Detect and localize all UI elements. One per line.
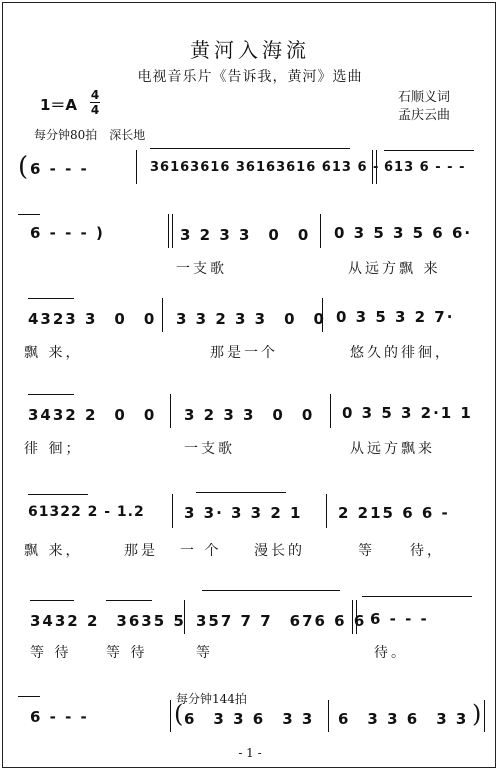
lyric: 飘 来，	[24, 543, 83, 559]
measure: 61322 2 - 1.2	[28, 504, 145, 520]
measure: 4323 3 0 0	[28, 310, 157, 328]
composer-credit: 孟庆云曲	[398, 108, 451, 123]
slur	[28, 494, 88, 495]
barline	[322, 298, 323, 332]
lyric: 待。	[374, 645, 408, 661]
lyric: 等 待	[30, 645, 72, 661]
barline	[330, 394, 331, 428]
time-signature-top: 4	[90, 88, 100, 102]
key-signature: 1＝A	[40, 96, 78, 114]
song-title: 黄河入海流	[190, 38, 310, 62]
slur-open: (	[18, 152, 29, 182]
barline	[168, 214, 169, 248]
barline	[320, 214, 321, 248]
slur	[28, 298, 74, 299]
measure: 3432 2 3635 5	[30, 612, 186, 630]
barline	[372, 150, 373, 184]
measure: 3 2 3 3 0 0	[180, 226, 311, 244]
barline	[184, 600, 185, 634]
lyricist-credit: 石顺义词	[398, 90, 451, 105]
lyric: 漫长的	[254, 543, 305, 559]
slur	[106, 600, 152, 601]
tie	[18, 214, 40, 215]
barline	[328, 700, 329, 732]
measure: 6 - - -	[370, 610, 429, 628]
measure: 3432 2 0 0	[28, 406, 157, 424]
paren-open: (	[174, 700, 184, 728]
measure: 36163616 36163616 6̇13 6 -	[150, 160, 380, 175]
barline	[170, 394, 171, 428]
measure: 3 3 2 3 3 0 0	[176, 310, 326, 328]
measure: 0 3 5 3 2·1 1	[342, 404, 473, 422]
slur	[202, 590, 340, 591]
lyric: 飘 来，	[24, 345, 83, 361]
measure: 3 3· 3 3 2 1	[184, 504, 303, 522]
barline	[162, 298, 163, 332]
tie	[18, 696, 40, 697]
barline	[170, 700, 171, 732]
measure: 6 - - -	[30, 708, 89, 726]
measure: 3 2 3 3 0 0	[184, 406, 315, 424]
lyric: 待，	[410, 543, 444, 559]
tie	[362, 596, 472, 597]
measure: 2 215 6 6 -	[338, 504, 450, 522]
barline	[352, 600, 353, 634]
slur	[150, 148, 350, 149]
measure: 357 7 7 676 6 6	[196, 612, 367, 630]
barline	[376, 150, 377, 184]
lyric: 一支歌	[184, 441, 235, 457]
measure: 6 - - -	[30, 160, 89, 178]
tempo-marking: 每分钟80拍 深长地	[34, 128, 146, 142]
lyric: 一 个	[180, 543, 222, 559]
time-signature-bottom: 4	[90, 103, 100, 117]
page-number: - 1 -	[238, 746, 262, 760]
measure: 6̇13 6 - - -	[384, 160, 466, 175]
lyric: 等	[358, 543, 375, 559]
measure: 6 3 3 6 3 3	[338, 710, 469, 728]
song-subtitle: 电视音乐片《告诉我，黄河》选曲	[137, 69, 363, 85]
slur	[196, 492, 286, 493]
lyric: 从远方飘 来	[348, 261, 441, 277]
barline	[172, 214, 173, 248]
slur	[30, 600, 74, 601]
measure: 6 - - - )	[30, 224, 105, 242]
slur	[28, 394, 74, 395]
barline	[484, 700, 485, 732]
lyric: 从远方飘来	[350, 441, 435, 457]
barline	[172, 494, 173, 528]
paren-close: )	[472, 700, 482, 728]
lyric: 那是	[124, 543, 158, 559]
lyric: 悠久的徘徊，	[350, 345, 452, 361]
barline	[326, 494, 327, 528]
measure: 0 3 5 3 5 6 6·	[334, 224, 473, 242]
barline	[356, 600, 357, 634]
lyric: 等 待	[106, 645, 148, 661]
slur	[384, 150, 474, 151]
tempo-marking-2: 每分钟144拍	[176, 692, 247, 706]
measure: 0 3 5 3 2 7·	[336, 308, 455, 326]
measure: 6 3 3 6 3 3	[184, 710, 315, 728]
lyric: 一支歌	[176, 261, 227, 277]
lyric: 徘 徊；	[24, 441, 83, 457]
lyric: 等	[196, 645, 213, 661]
lyric: 那是一个	[210, 345, 278, 361]
barline	[136, 150, 137, 184]
